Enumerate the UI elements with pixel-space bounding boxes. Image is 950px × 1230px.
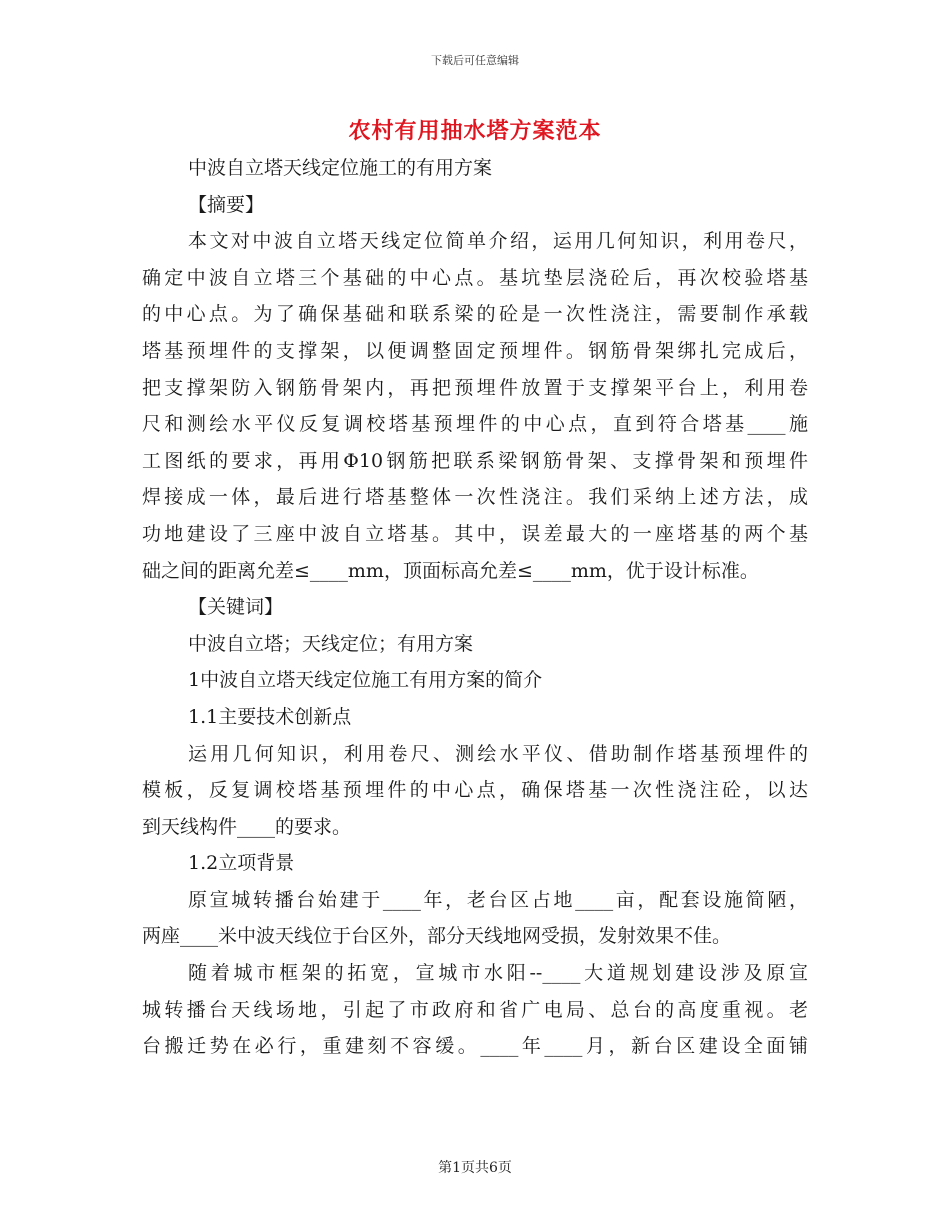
document-title: 农村有用抽水塔方案范本 bbox=[348, 118, 602, 144]
subtitle-line: 中波自立塔天线定位施工的有用方案 bbox=[188, 157, 493, 179]
paragraph-line: 塔基预埋件的支撑架，以便调整固定预埋件。钢筋骨架绑扎完成后， bbox=[142, 339, 808, 362]
page-footer: 第1页共6页 bbox=[438, 1160, 512, 1176]
paragraph-line: 把支撑架防入钢筋骨架内，再把预埋件放置于支撑架平台上，利用卷 bbox=[142, 376, 808, 399]
header-note: 下载后可任意编辑 bbox=[431, 54, 519, 67]
paragraph-line: 台搬迁势在必行，重建刻不容缓。____年____月，新台区建设全面铺 bbox=[142, 1035, 808, 1058]
paragraph-line: 随着城市框架的拓宽，宣城市水阳--____大道规划建设涉及原宣 bbox=[188, 962, 808, 985]
paragraph-line: 城转播台天线场地，引起了市政府和省广电局、总台的高度重视。老 bbox=[142, 998, 808, 1021]
section-heading: 1中波自立塔天线定位施工有用方案的简介 bbox=[188, 669, 543, 692]
paragraph-line: 到天线构件____的要求。 bbox=[142, 815, 352, 838]
paragraph-line: 确定中波自立塔三个基础的中心点。基坑垫层浇砼后，再次校验塔基 bbox=[142, 266, 808, 289]
paragraph-line: 焊接成一体，最后进行塔基整体一次性浇注。我们采纳上述方法，成 bbox=[142, 486, 808, 509]
paragraph-line: 本文对中波自立塔天线定位简单介绍，运用几何知识，利用卷尺， bbox=[188, 230, 808, 253]
paragraph-line: 功地建设了三座中波自立塔基。其中，误差最大的一座塔基的两个基 bbox=[142, 522, 808, 545]
document-body bbox=[142, 150, 808, 1065]
keywords-heading: 【关键词】 bbox=[188, 596, 284, 619]
subsection-heading: 1.1主要技术创新点 bbox=[188, 705, 352, 728]
abstract-heading: 【摘要】 bbox=[188, 193, 265, 216]
paragraph-line: 的中心点。为了确保基础和联系梁的砼是一次性浇注，需要制作承载 bbox=[142, 303, 808, 326]
paragraph-line: 模板，反复调校塔基预埋件的中心点，确保塔基一次性浇注砼，以达 bbox=[142, 779, 808, 802]
keywords-line: 中波自立塔；天线定位；有用方案 bbox=[188, 632, 474, 655]
paragraph-line: 两座____米中波天线位于台区外，部分天线地网受损，发射效果不佳。 bbox=[142, 925, 732, 948]
paragraph-line: 尺和测绘水平仪反复调校塔基预埋件的中心点，直到符合塔基____施 bbox=[142, 413, 808, 436]
paragraph-line: 原宣城转播台始建于____年，老台区占地____亩，配套设施简陋， bbox=[188, 888, 808, 911]
paragraph-line: 工图纸的要求，再用Φ10钢筋把联系梁钢筋骨架、支撑骨架和预埋件 bbox=[142, 449, 808, 472]
paragraph-line: 运用几何知识，利用卷尺、测绘水平仪、借助制作塔基预埋件的 bbox=[188, 742, 808, 765]
paragraph-line: 础之间的距离允差≤____mm，顶面标高允差≤____mm，优于设计标准。 bbox=[142, 559, 759, 582]
subsection-heading: 1.2立项背景 bbox=[188, 852, 295, 875]
